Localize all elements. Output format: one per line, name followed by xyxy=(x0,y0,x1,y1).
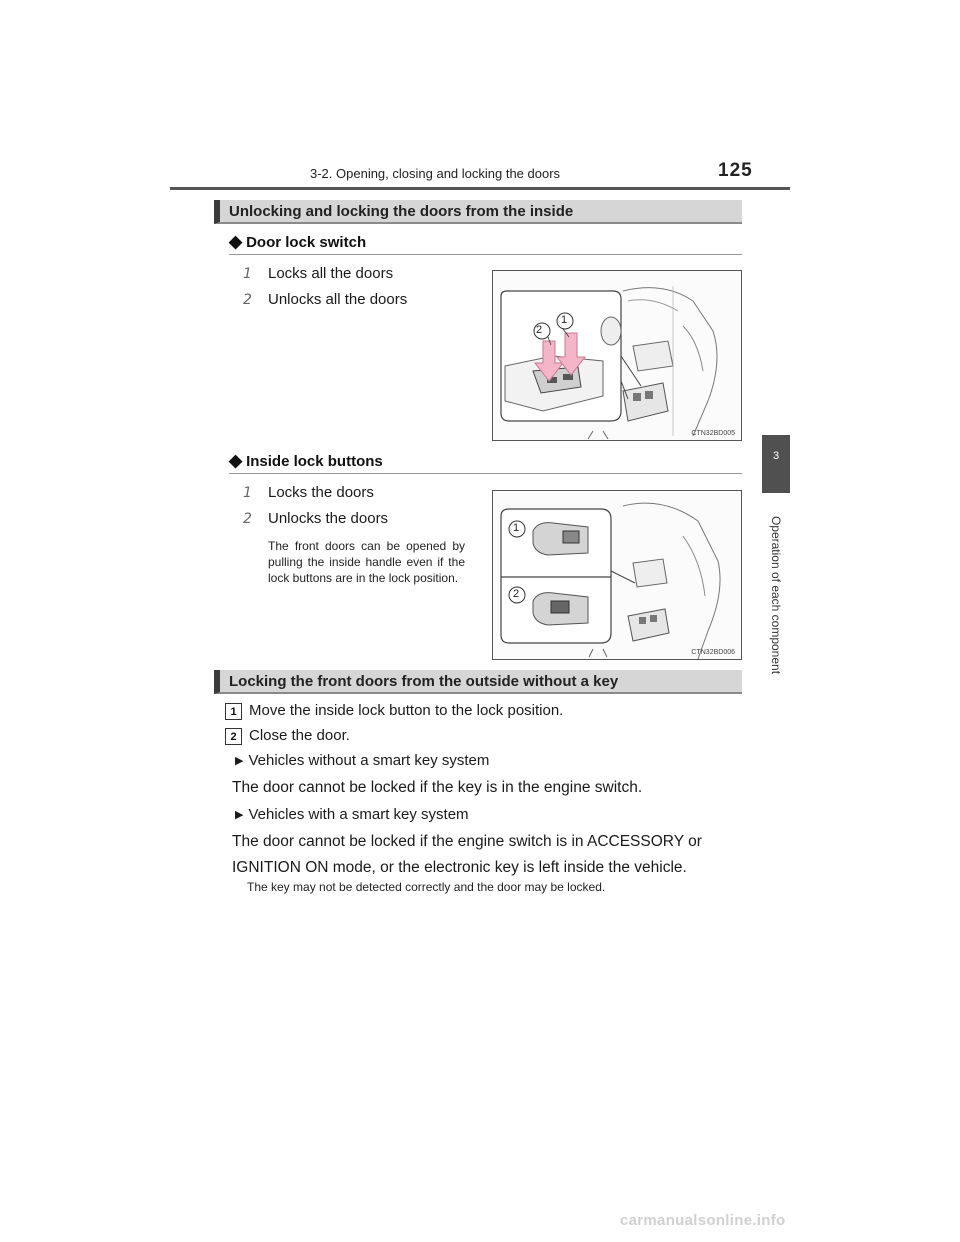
chapter-tab xyxy=(762,435,790,493)
subheading-rule xyxy=(229,254,742,255)
item-number: 2 xyxy=(243,292,252,308)
case-text: The door cannot be locked if the key is in the engine switch. xyxy=(232,779,643,796)
section-band-outside xyxy=(214,670,742,694)
triangle-right-icon: ▶ xyxy=(235,755,244,767)
callout-2: 2 xyxy=(513,588,520,600)
figure-code: CTN32BD006 xyxy=(691,649,735,656)
diamond-icon: ◆ xyxy=(229,451,243,470)
section-band-inside xyxy=(214,200,742,224)
page-number: 125 xyxy=(718,160,753,181)
step-number: 1 xyxy=(225,703,242,720)
case-label: ▶ Vehicles without a smart key system xyxy=(235,752,490,769)
figure-code: CTN32BD005 xyxy=(691,430,735,437)
item-number: 1 xyxy=(243,266,252,282)
header-rule xyxy=(170,187,790,190)
step-text: Move the inside lock button to the lock position. xyxy=(249,702,564,719)
door-lock-switch-drawing xyxy=(493,271,742,441)
callout-1: 1 xyxy=(513,522,520,534)
inside-lock-buttons-illustration xyxy=(492,490,742,660)
diamond-icon: ◆ xyxy=(229,232,243,251)
chapter-label-wrap xyxy=(762,500,790,690)
subheading-inside-lock-buttons: ◆ Inside lock buttons xyxy=(229,451,383,470)
triangle-right-icon: ▶ xyxy=(235,809,244,821)
item-number: 2 xyxy=(243,511,252,527)
item-text: Locks all the doors xyxy=(268,265,394,282)
watermark: carmanualsonline.info xyxy=(620,1212,786,1229)
chapter-number: 3 xyxy=(772,450,780,462)
case-label: ▶ Vehicles with a smart key system xyxy=(235,806,469,823)
door-lock-switch-illustration xyxy=(492,270,742,441)
item-text: Unlocks the doors xyxy=(268,510,389,527)
section-title: Unlocking and locking the doors from the inside xyxy=(229,203,574,220)
item-number: 1 xyxy=(243,485,252,501)
section-title: Locking the front doors from the outside without a key xyxy=(229,673,619,690)
note-text: The front doors can be opened by pulling the inside handle even if the lock buttons are in the lock position. xyxy=(268,539,465,585)
note-text: The key may not be detected correctly and the door may be locked. xyxy=(247,880,606,894)
item-text: Locks the doors xyxy=(268,484,374,501)
case-text: The door cannot be locked if the engine switch is in ACCESSORY or IGNITION ON mode, or the electronic key is left inside the vehicle. xyxy=(232,833,702,876)
inside-lock-buttons-drawing xyxy=(493,491,742,660)
step-text: Close the door. xyxy=(249,727,350,744)
step-number: 2 xyxy=(225,728,242,745)
chapter-label: Operation of each component xyxy=(769,515,783,675)
subheading-rule xyxy=(229,473,742,474)
subheading-door-lock-switch: ◆ Door lock switch xyxy=(229,232,367,251)
callout-2: 2 xyxy=(536,324,543,336)
callout-1: 1 xyxy=(561,314,568,326)
item-text: Unlocks all the doors xyxy=(268,291,408,308)
section-header: 3-2. Opening, closing and locking the doors xyxy=(310,166,561,181)
